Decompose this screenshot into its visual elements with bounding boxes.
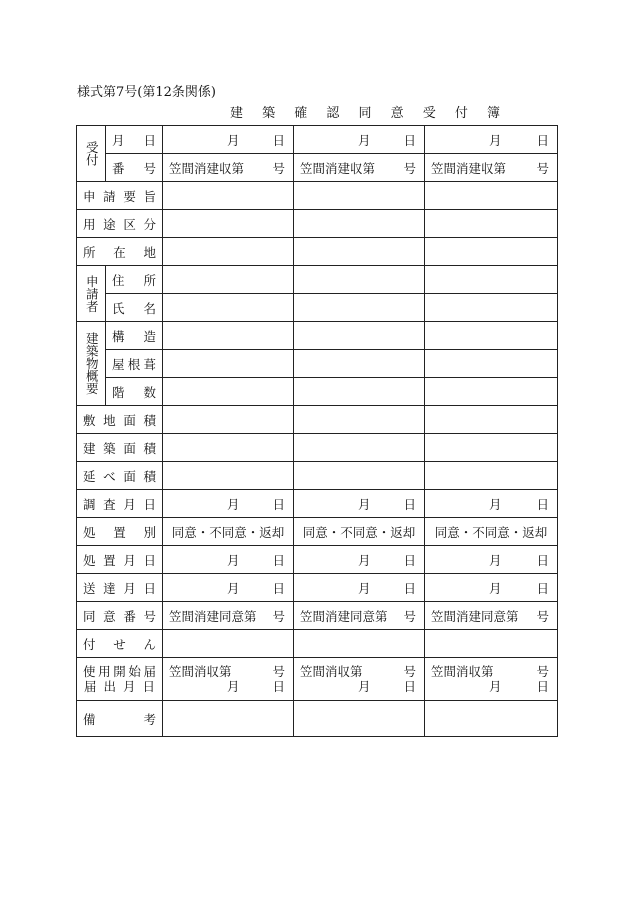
disposition-options-cell[interactable]: 同意・不同意・返却: [294, 518, 425, 546]
reception-date-cell[interactable]: 月 日: [163, 126, 294, 154]
disposition-row: [77, 518, 558, 546]
entry-cell[interactable]: [294, 322, 425, 350]
entry-cell[interactable]: [163, 294, 294, 322]
sent-date-cell[interactable]: 月 日: [425, 574, 558, 602]
entry-cell[interactable]: [425, 238, 558, 266]
reception-date-cell[interactable]: 月 日: [425, 126, 558, 154]
entry-cell[interactable]: [163, 406, 294, 434]
entry-cell[interactable]: [294, 182, 425, 210]
building-floors-label: 階 数: [106, 378, 163, 406]
sticky-note-label: 付 せ ん: [77, 630, 163, 658]
remarks-row: [77, 701, 558, 737]
applicant-name-label: 氏 名: [106, 294, 163, 322]
survey-date-cell[interactable]: 月 日: [294, 490, 425, 518]
entry-cell[interactable]: [425, 350, 558, 378]
entry-cell[interactable]: [425, 182, 558, 210]
location-label: 所 在 地: [77, 238, 163, 266]
applicant-address-row: [77, 266, 558, 294]
entry-cell[interactable]: [294, 378, 425, 406]
reception-date-cell[interactable]: 月 日: [294, 126, 425, 154]
start-notice-label: 使 用 開 始 届 届 出 月 日: [77, 658, 163, 701]
entry-cell[interactable]: [163, 322, 294, 350]
entry-cell[interactable]: [163, 182, 294, 210]
reception-number-row: [77, 154, 558, 182]
disposition-options-cell[interactable]: 同意・不同意・返却: [425, 518, 558, 546]
document-title: 建 築 確 認 同 意 受 付 簿: [230, 106, 508, 121]
entry-cell[interactable]: [163, 630, 294, 658]
sent-date-cell[interactable]: 月 日: [294, 574, 425, 602]
reception-group-label: 受付: [77, 126, 106, 182]
building-floors-row: [77, 378, 558, 406]
consent-number-cell[interactable]: 笠間消建同意第 号: [425, 602, 558, 630]
entry-cell[interactable]: [294, 238, 425, 266]
entry-cell[interactable]: [294, 210, 425, 238]
entry-cell[interactable]: [425, 462, 558, 490]
entry-cell[interactable]: [425, 322, 558, 350]
entry-cell[interactable]: [425, 701, 558, 737]
entry-cell[interactable]: [294, 266, 425, 294]
building-area-row: [77, 434, 558, 462]
disposition-date-cell[interactable]: 月 日: [163, 546, 294, 574]
site-area-row: [77, 406, 558, 434]
entry-cell[interactable]: [163, 434, 294, 462]
entry-cell[interactable]: [294, 701, 425, 737]
applicant-name-row: [77, 294, 558, 322]
consent-number-row: [77, 602, 558, 630]
building-structure-label: 構 造: [106, 322, 163, 350]
entry-cell[interactable]: [425, 434, 558, 462]
sticky-note-row: [77, 630, 558, 658]
survey-date-row: [77, 490, 558, 518]
entry-cell[interactable]: [294, 462, 425, 490]
sent-date-cell[interactable]: 月 日: [163, 574, 294, 602]
disposition-label: 処 置 別: [77, 518, 163, 546]
applicant-address-label: 住 所: [106, 266, 163, 294]
entry-cell[interactable]: [294, 630, 425, 658]
consent-number-cell[interactable]: 笠間消建同意第 号: [294, 602, 425, 630]
entry-cell[interactable]: [294, 434, 425, 462]
reception-number-cell[interactable]: 笠間消建収第 号: [163, 154, 294, 182]
remarks-label: 備 考: [77, 701, 163, 737]
total-floor-area-row: [77, 462, 558, 490]
entry-cell[interactable]: [294, 294, 425, 322]
reception-date-label: 月 日: [106, 126, 163, 154]
building-roofing-label: 屋 根 葺: [106, 350, 163, 378]
consent-number-label: 同 意 番 号: [77, 602, 163, 630]
entry-cell[interactable]: [163, 462, 294, 490]
entry-cell[interactable]: [163, 378, 294, 406]
sent-date-row: [77, 574, 558, 602]
disposition-date-row: [77, 546, 558, 574]
disposition-date-label: 処 置 月 日: [77, 546, 163, 574]
building-roofing-row: [77, 350, 558, 378]
start-notice-row: [77, 658, 558, 701]
total-floor-area-label: 延 べ 面 積: [77, 462, 163, 490]
reception-date-row: [77, 126, 558, 154]
disposition-date-cell[interactable]: 月 日: [294, 546, 425, 574]
use-category-label: 用 途 区 分: [77, 210, 163, 238]
entry-cell[interactable]: [163, 266, 294, 294]
reception-number-cell[interactable]: 笠間消建収第 号: [294, 154, 425, 182]
entry-cell[interactable]: [425, 406, 558, 434]
survey-date-cell[interactable]: 月 日: [163, 490, 294, 518]
entry-cell[interactable]: [294, 350, 425, 378]
entry-cell[interactable]: [163, 210, 294, 238]
form-number: 様式第7号(第12条関係): [77, 85, 216, 100]
entry-cell[interactable]: [163, 701, 294, 737]
reception-number-cell[interactable]: 笠間消建収第 号: [425, 154, 558, 182]
disposition-options-cell[interactable]: 同意・不同意・返却: [163, 518, 294, 546]
building-area-label: 建 築 面 積: [77, 434, 163, 462]
entry-cell[interactable]: [425, 210, 558, 238]
survey-date-cell[interactable]: 月 日: [425, 490, 558, 518]
survey-date-label: 調 査 月 日: [77, 490, 163, 518]
use-category-row: [77, 210, 558, 238]
entry-cell[interactable]: [163, 238, 294, 266]
start-notice-cell[interactable]: 笠間消収第 号 月 日: [163, 658, 294, 701]
entry-cell[interactable]: [163, 350, 294, 378]
reception-number-label: 番 号: [106, 154, 163, 182]
sent-date-label: 送 達 月 日: [77, 574, 163, 602]
building-group-label: 建築物概要: [77, 322, 106, 406]
consent-number-cell[interactable]: 笠間消建同意第 号: [163, 602, 294, 630]
application-summary-label: 申 請 要 旨: [77, 182, 163, 210]
location-row: [77, 238, 558, 266]
entry-cell[interactable]: [294, 406, 425, 434]
application-summary-row: [77, 182, 558, 210]
start-notice-cell[interactable]: 笠間消収第 号 月 日: [294, 658, 425, 701]
building-structure-row: [77, 322, 558, 350]
entry-cell[interactable]: [425, 294, 558, 322]
applicant-group-label: 申請者: [77, 266, 106, 322]
entry-cell[interactable]: [425, 630, 558, 658]
start-notice-cell[interactable]: 笠間消収第 号 月 日: [425, 658, 558, 701]
site-area-label: 敷 地 面 積: [77, 406, 163, 434]
entry-cell[interactable]: [425, 266, 558, 294]
disposition-date-cell[interactable]: 月 日: [425, 546, 558, 574]
entry-cell[interactable]: [425, 378, 558, 406]
reception-register-table: [76, 125, 558, 737]
